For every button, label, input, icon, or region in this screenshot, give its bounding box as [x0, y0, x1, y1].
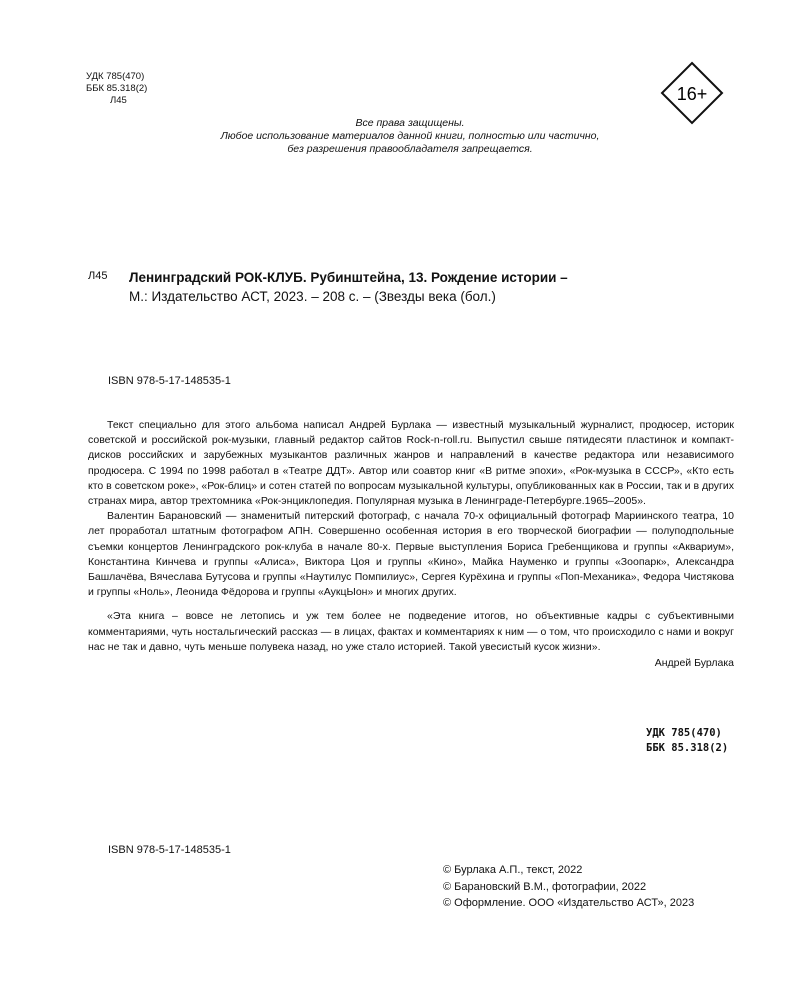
udk-code-bold: УДК 785(470): [646, 727, 722, 739]
copyright-line: © Барановский В.М., фотографии, 2022: [443, 880, 647, 893]
annotation-paragraph: Валентин Барановский — знаменитый питерский фотограф, с начала 70-х официальный фотограф Мариинского театра, 10 лет проработал штатным фотографом АПН. Совершенно особенная история в его творческой биографии — полуподпольные съемки концертов Ленинградского рок-клуба в начале 80-х. Первые выступления Бориса Гребенщикова и группы «Аквариум», Константина Кинчева и группы «Алиса», Виктора Цоя и группы «Кино», Майка Науменко и группы «Зоопарк», Александра Башлачёва, Вячеслава Бутусова и группы «Наутилус Помпилиус», Сергея Курёхина и группы «Поп-Механика», Федора Чистякова и группы «Ноль», Леонида Фёдорова и группы «АукцЫон» и многих других.: [88, 510, 734, 599]
copyright-block: [443, 862, 694, 912]
age-rating-badge: [660, 61, 724, 125]
isbn-bottom: ISBN 978-5-17-148535-1: [108, 844, 231, 856]
classification-codes: [86, 71, 147, 107]
copyright-line: © Бурлака А.П., текст, 2022: [443, 864, 583, 876]
annotation-paragraph: Текст специально для этого альбома написал Андрей Бурлака — известный музыкальный журналист, продюсер, историк советской и российской рок-музыки, главный редактор сайтов Rock-n-roll.ru. Выпустил свыше пятидесяти пластинок и компакт-дисков российских и зарубежных музыкантов различных жанров и направлений в качестве редактора или независимого продюсера. С 1994 по 1998 работал в «Театре ДДТ». Автор или соавтор книг «В ритме эпохи», «Рок-музыка в СССР», «Кто есть кто в советском роке», «Рок-блиц» и сотен статей по вопросам музыкальной культуры, опубликованных как в России, так и в других странах мира, автор трехтомника «Рок-энциклопедия. Популярная музыка в Ленинграде-Петербурге.1965–2005».: [88, 419, 734, 508]
annotation-text: [88, 418, 734, 655]
udk-block: [646, 726, 728, 756]
age-rating-text: 16+: [676, 84, 708, 104]
copyright-line: © Оформление. ООО «Издательство АСТ», 2023: [443, 897, 695, 909]
rights-line-2: Любое использование материалов данной книги, полностью или частично,: [220, 130, 600, 142]
biblio-code: Л45: [88, 270, 108, 282]
bbk-code-bold: ББК 85.318(2): [646, 742, 729, 754]
book-title: Ленинградский РОК-КЛУБ. Рубинштейна, 13. Рождение истории –: [129, 270, 568, 285]
quote-paragraph: «Эта книга – вовсе не летопись и уж тем более не подведение итогов, но объективные кадры с субъективными комментариями, чуть ностальгический рассказ — в лицах, фактах и комментариях к ним — о том, что происходило с нами и вокруг нас не так и давно, чуть меньше полувека назад, но уже стало историей. Такой увесистый кусок жизни».: [88, 610, 734, 653]
bbk-code: ББК 85.318(2): [86, 83, 148, 94]
bibliographic-record: [129, 268, 689, 306]
rights-notice: [200, 117, 620, 156]
book-imprint: М.: Издательство АСТ, 2023. – 208 с. – (Звезды века (бол.): [129, 289, 496, 304]
rights-line-1: Все права защищены.: [355, 117, 465, 129]
author-mark: Л45: [110, 95, 127, 106]
quote-author: Андрей Бурлака: [654, 657, 734, 669]
age-rating-diamond-icon: [660, 61, 724, 125]
udk-code: УДК 785(470): [86, 71, 145, 82]
isbn-top: ISBN 978-5-17-148535-1: [108, 375, 231, 387]
rights-line-3: без разрешения правообладателя запрещается.: [287, 143, 533, 155]
